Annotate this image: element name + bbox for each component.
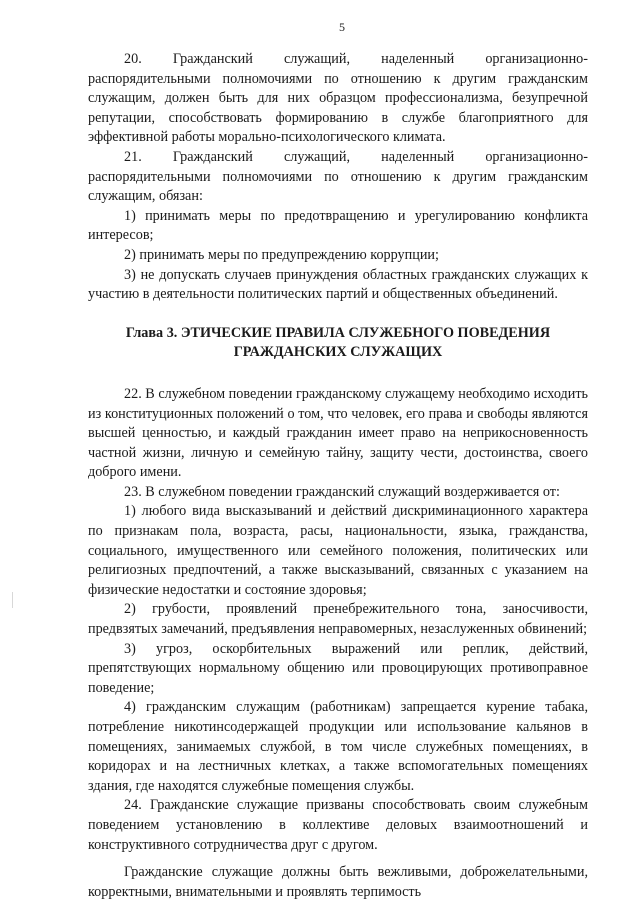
paragraph-21-item-2: 2) принимать меры по предупреждению коррупции;: [124, 246, 439, 263]
paragraph-21: 21. Гражданский служащий, наделенный организационно-распорядительными полномочиями по отношению к другим гражданским служащим, обязан:: [88, 148, 588, 205]
paragraph-21-item-3: 3) не допускать случаев принуждения областных гражданских служащих к участию в деятельности политических партий и общественных объединений.: [88, 266, 588, 303]
document-page: [88, 20, 588, 902]
chapter-heading: [88, 324, 588, 363]
paragraph-22: 22. В служебном поведении гражданскому служащему необходимо исходить из конституционных положений о том, что человек, его права и свободы являются высшей ценностью, и каждый гражданин имеет право на неприкосновенность частной жизни, личную и семейную тайну, защиту чести, достоинства, своего доброго имени.: [88, 385, 588, 481]
paragraph-24-continued: Гражданские служащие должны быть вежливыми, доброжелательными, корректными, внимательными и проявлять терпимость: [88, 864, 588, 900]
chapter-heading-line-1: Глава 3. ЭТИЧЕСКИЕ ПРАВИЛА СЛУЖЕБНОГО ПОВЕДЕНИЯ: [125, 324, 551, 341]
paragraph-23: 23. В служебном поведении гражданский служащий воздерживается от:: [124, 483, 560, 500]
paragraph-23-item-4: 4) гражданским служащим (работникам) запрещается курение табака, потребление никотинсодержащей продукции или использование кальянов в помещениях, занимаемых службой, в том числе служебных помещениях, в коридорах и на лестничных клетках, а также вспомогательных помещениях здания, где находятся служебные помещения службы.: [88, 699, 588, 794]
page-number: 5: [339, 20, 345, 34]
paragraph-20: 20. Гражданский служащий, наделенный организационно-распорядительными полномочиями по отношению к другим гражданским служащим, должен быть для них образцом профессионализма, безупречной репутации, способствовать формированию в службе благоприятного для эффективной работы морально-психологического климата.: [88, 51, 588, 146]
scan-margin-mark: [12, 592, 13, 608]
paragraph-23-item-2: 2) грубости, проявлений пренебрежительного тона, заносчивости, предвзятых замечаний, предъявления неправомерных, незаслуженных обвинений;: [88, 601, 588, 638]
paragraph-gap: [88, 855, 588, 863]
paragraph-23-item-1: 1) любого вида высказываний и действий дискриминационного характера по признакам пола, возраста, расы, национальности, языка, гражданства, социального, имущественного или семейного положения, политических или религиозных предпочтений, а также высказываний, связанных с указанием на физические недостатки и состояние здоровья;: [88, 503, 588, 598]
chapter-heading-line-2: ГРАЖДАНСКИХ СЛУЖАЩИХ: [233, 344, 443, 361]
paragraph-24: 24. Гражданские служащие призваны способствовать своим служебным поведением установлению в коллективе деловых взаимоотношений и конструктивного сотрудничества друг с другом.: [88, 797, 588, 853]
paragraph-21-item-1: 1) принимать меры по предотвращению и урегулированию конфликта интересов;: [88, 207, 588, 244]
paragraph-23-item-3: 3) угроз, оскорбительных выражений или реплик, действий, препятствующих нормальному общению или провоцирующих противоправное поведение;: [88, 640, 588, 696]
